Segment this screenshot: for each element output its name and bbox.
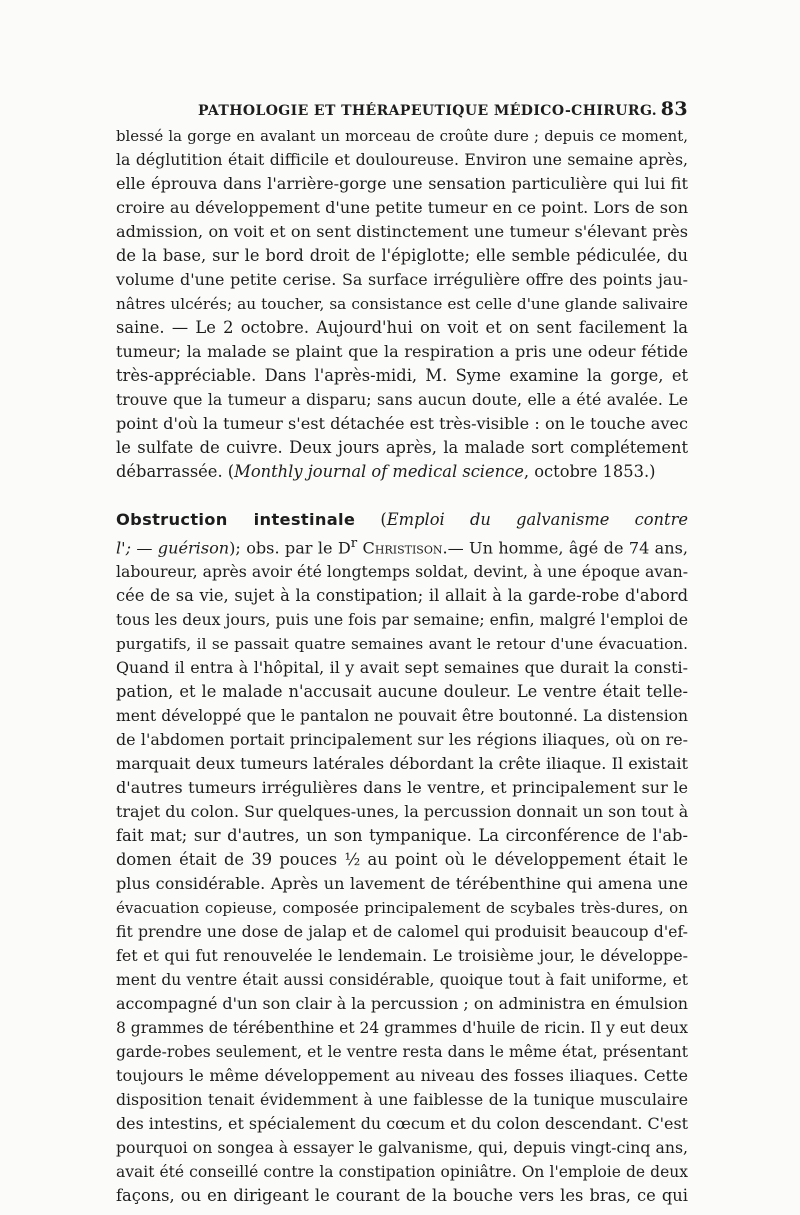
text-line: 8 grammes de térébenthine et 24 grammes d'huile de ricin. Il y eut deux (116, 1019, 688, 1038)
journal-citation: Monthly journal of medical science (234, 462, 524, 481)
text-line: elle éprouva dans l'arrière-gorge une sensation particulière qui lui fit (116, 174, 688, 193)
text-line: point d'où la tumeur s'est détachée est très-visible : on le touche avec (116, 414, 688, 433)
citation-suffix: , octobre 1853.) (523, 462, 656, 481)
text-line: des intestins, et spécialement du cœcum et du colon descendant. C'est (116, 1114, 688, 1134)
text-line: évacuation copieuse, composée principalement de scybales très-dures, on (116, 899, 688, 918)
text-line: fit prendre une dose de jalap et de calomel qui produisit beaucoup d'ef- (116, 922, 688, 942)
text-line: trouve que la tumeur a disparu; sans aucun doute, elle a été avalée. Le (116, 390, 688, 409)
text-line: cée de sa vie, sujet à la constipation; il allait à la garde-robe d'abord (116, 586, 688, 606)
heading-subtitle-cont: l'; — guérison (116, 538, 230, 558)
text-line: toujours le même développement au niveau des fosses iliaques. Cette (116, 1066, 688, 1086)
text-line: la déglutition était difficile et douloureuse. Environ une semaine après, (116, 150, 688, 169)
heading-subtitle: Emploi du galvanisme contre (386, 510, 688, 529)
text-line-citation (116, 460, 688, 484)
citation-prefix: débarrassée. ( (116, 462, 235, 481)
text-line: plus considérable. Après un lavement de térébenthine qui amena une (116, 874, 688, 894)
author-name: Christison (362, 538, 443, 558)
text-line: marquait deux tumeurs latérales débordant la crête iliaque. Il existait (116, 754, 688, 774)
running-header (116, 98, 688, 120)
text-line: de la base, sur le bord droit de l'épiglotte; elle semble pédiculée, du (116, 246, 688, 265)
text-line: pourquoi on songea à essayer le galvanisme, qui, depuis vingt-cinq ans, (116, 1138, 688, 1158)
text-line: tumeur; la malade se plaint que la respiration a pris une odeur fétide (116, 342, 688, 361)
dr-superscript: r (350, 536, 358, 551)
text-line: trajet du colon. Sur quelques-unes, la percussion donnait un son tout à (116, 802, 689, 822)
text-line: volume d'une petite cerise. Sa surface irrégulière offre des points jau- (116, 270, 688, 289)
text-line: saine. — Le 2 octobre. Aujourd'hui on voit et on sent facilement la (116, 318, 688, 337)
text-line: accompagné d'un son clair à la percussion ; on administra en émulsion (116, 994, 688, 1014)
text-line: blessé la gorge en avalant un morceau de croûte dure ; depuis ce moment, (116, 127, 688, 145)
text-line: croire au développement d'une petite tumeur en ce point. Lors de son (116, 198, 689, 217)
text-line: disposition tenait évidemment à une faiblesse de la tunique musculaire (116, 1090, 688, 1110)
section-heading: Obstruction intestinale (116, 510, 356, 529)
running-title: PATHOLOGIE ET THÉRAPEUTIQUE MÉDICO-CHIRURG. (198, 103, 658, 119)
text-line: fet et qui fut renouvelée le lendemain. Le troisième jour, le développe- (116, 946, 688, 966)
text-line: pation, et le malade n'accusait aucune douleur. Le ventre était telle- (116, 682, 688, 702)
text-line: le sulfate de cuivre. Deux jours après, la malade sort complétement (116, 438, 688, 457)
body-text (116, 124, 688, 1208)
text-line: de l'abdomen portait principalement sur les régions iliaques, où on re- (116, 730, 688, 750)
obs-by: ); obs. par le D (229, 538, 351, 558)
text-line: Quand il entra à l'hôpital, il y avait sept semaines que durait la consti- (116, 658, 688, 678)
paragraph-gap (116, 484, 688, 508)
text-line-author (116, 532, 688, 560)
text-line: d'autres tumeurs irrégulières dans le ventre, et principalement sur le (116, 778, 688, 798)
paragraph-case-end (116, 124, 688, 484)
case-intro: .— Un homme, âgé de 74 ans, (442, 538, 688, 558)
text-line: façons, ou en dirigeant le courant de la bouche vers les bras, ce qui (116, 1186, 688, 1206)
text-line: laboureur, après avoir été longtemps soldat, devint, à une époque avan- (116, 562, 688, 582)
text-line: ment du ventre était aussi considérable, quoique tout à fait uniforme, et (116, 971, 688, 990)
text-line: nâtres ulcérés; au toucher, sa consistance est celle d'une glande salivaire (116, 295, 688, 313)
text-line: domen était de 39 pouces ½ au point où le développement était le (116, 850, 688, 870)
paren-open: ( (355, 510, 387, 529)
text-line: purgatifs, il se passait quatre semaines avant le retour d'une évacuation. (116, 635, 688, 654)
paragraph-obstruction (116, 508, 688, 1208)
text-line: très-appréciable. Dans l'après-midi, M. Syme examine la gorge, et (116, 366, 688, 385)
text-line: admission, on voit et on sent distinctement une tumeur s'élevant près (116, 222, 688, 241)
page-number: 83 (660, 98, 688, 120)
text-line: tous les deux jours, puis une fois par semaine; enfin, malgré l'emploi de (116, 610, 688, 630)
section-heading-line (116, 508, 688, 532)
text-line: ment développé que le pantalon ne pouvait être boutonné. La distension (116, 707, 688, 726)
text-line: garde-robes seulement, et le ventre resta dans le même état, présentant (116, 1043, 688, 1062)
text-line: avait été conseillé contre la constipation opiniâtre. On l'emploie de deux (116, 1163, 688, 1182)
text-line: fait mat; sur d'autres, un son tympanique. La circonférence de l'ab- (116, 826, 688, 846)
